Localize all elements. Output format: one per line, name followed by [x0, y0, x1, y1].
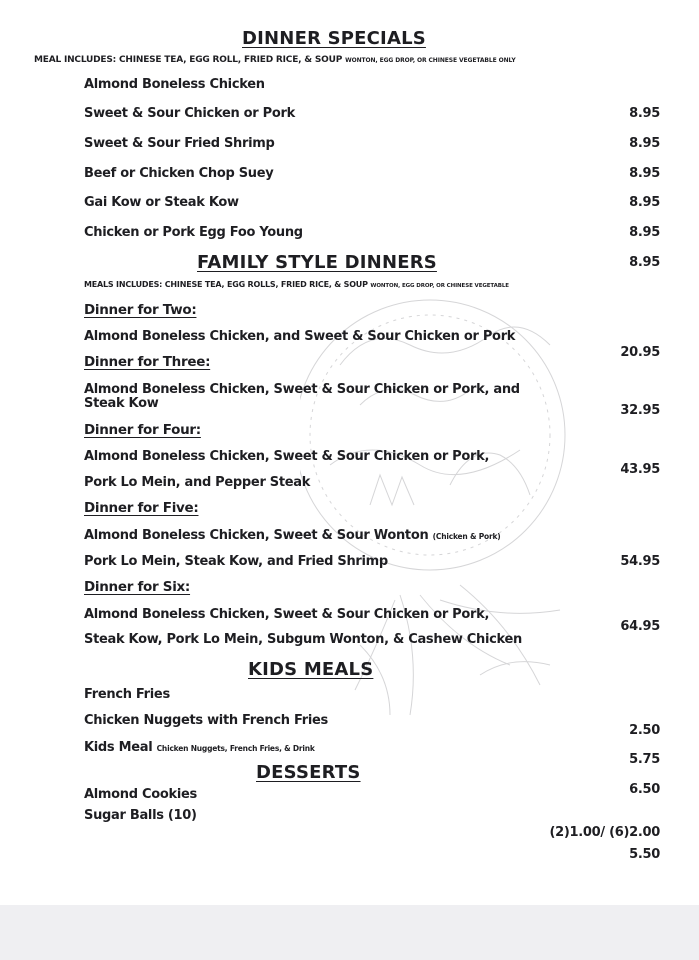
dinner-line: Steak Kow, Pork Lo Mein, Subgum Wonton, & Cashew Chicken	[84, 632, 522, 647]
menu-item: Gai Kow or Steak Kow	[84, 195, 239, 210]
menu-item: Almond Cookies	[84, 787, 197, 802]
price: 8.95	[629, 166, 660, 181]
price: 2.50	[629, 723, 660, 738]
price: 20.95	[620, 345, 660, 360]
dinner-line-note: (Chicken & Pork)	[432, 532, 501, 541]
soup-options-text: WONTON, EGG DROP, OR CHINESE VEGETABLE ONLY	[345, 57, 516, 64]
menu-item: French Fries	[84, 687, 170, 702]
menu-item: Beef or Chicken Chop Suey	[84, 166, 274, 181]
price: 8.95	[629, 195, 660, 210]
dinner-title: Dinner for Six:	[84, 579, 191, 595]
dinner-specials-includes	[34, 55, 516, 65]
menu-item-note: Chicken Nuggets, French Fries, & Drink	[156, 744, 315, 753]
price: 5.50	[629, 847, 660, 862]
price: 8.95	[629, 106, 660, 121]
includes-text: MEALS INCLUDES: CHINESE TEA, EGG ROLLS, FRIED RICE, & SOUP	[84, 280, 368, 289]
dinner-line: Pork Lo Mein, and Pepper Steak	[84, 475, 311, 490]
includes-text: MEAL INCLUDES: CHINESE TEA, EGG ROLL, FRIED RICE, & SOUP	[34, 55, 343, 65]
menu-item	[84, 740, 315, 755]
kids-meals-heading: KIDS MEALS	[248, 659, 374, 680]
dinner-title: Dinner for Four:	[84, 422, 201, 438]
page-bottom-edge	[0, 905, 699, 960]
dinner-title: Dinner for Five:	[84, 500, 199, 516]
menu-item: Chicken or Pork Egg Foo Young	[84, 225, 303, 240]
price: 64.95	[620, 619, 660, 634]
dinner-line: Almond Boneless Chicken, Sweet & Sour Chicken or Pork,	[84, 449, 490, 464]
family-style-heading: FAMILY STYLE DINNERS	[197, 252, 437, 273]
family-style-includes	[84, 280, 509, 289]
dinner-title: Dinner for Three:	[84, 354, 211, 370]
dinner-title: Dinner for Two:	[84, 302, 197, 318]
price: 43.95	[620, 462, 660, 477]
price: 6.50	[629, 782, 660, 797]
dinner-line: Pork Lo Mein, Steak Kow, and Fried Shrimp	[84, 554, 388, 569]
dinner-line	[84, 528, 500, 543]
price: 32.95	[620, 403, 660, 418]
dinner-line: Steak Kow	[84, 396, 159, 411]
menu-item: Almond Boneless Chicken	[84, 77, 265, 92]
dinner-line: Almond Boneless Chicken, and Sweet & Sour Chicken or Pork	[84, 329, 516, 344]
dinner-line: Almond Boneless Chicken, Sweet & Sour Chicken or Pork, and	[84, 382, 520, 397]
price: (2)1.00/ (6)2.00	[549, 825, 660, 840]
price: 8.95	[629, 136, 660, 151]
desserts-heading: DESSERTS	[256, 762, 361, 783]
menu-item: Sweet & Sour Chicken or Pork	[84, 106, 295, 121]
dinner-line-text: Almond Boneless Chicken, Sweet & Sour Wonton	[84, 528, 429, 543]
dinner-line: Almond Boneless Chicken, Sweet & Sour Chicken or Pork,	[84, 607, 490, 622]
soup-options-text: WONTON, EGG DROP, OR CHINESE VEGETABLE	[370, 283, 509, 289]
menu-item-text: Kids Meal	[84, 740, 153, 755]
price: 8.95	[629, 225, 660, 240]
price: 54.95	[620, 554, 660, 569]
price: 5.75	[629, 752, 660, 767]
menu-item: Sugar Balls (10)	[84, 808, 197, 823]
price: 8.95	[629, 255, 660, 270]
menu-item: Sweet & Sour Fried Shrimp	[84, 136, 275, 151]
menu-item: Chicken Nuggets with French Fries	[84, 713, 328, 728]
dinner-specials-heading: DINNER SPECIALS	[242, 28, 426, 49]
